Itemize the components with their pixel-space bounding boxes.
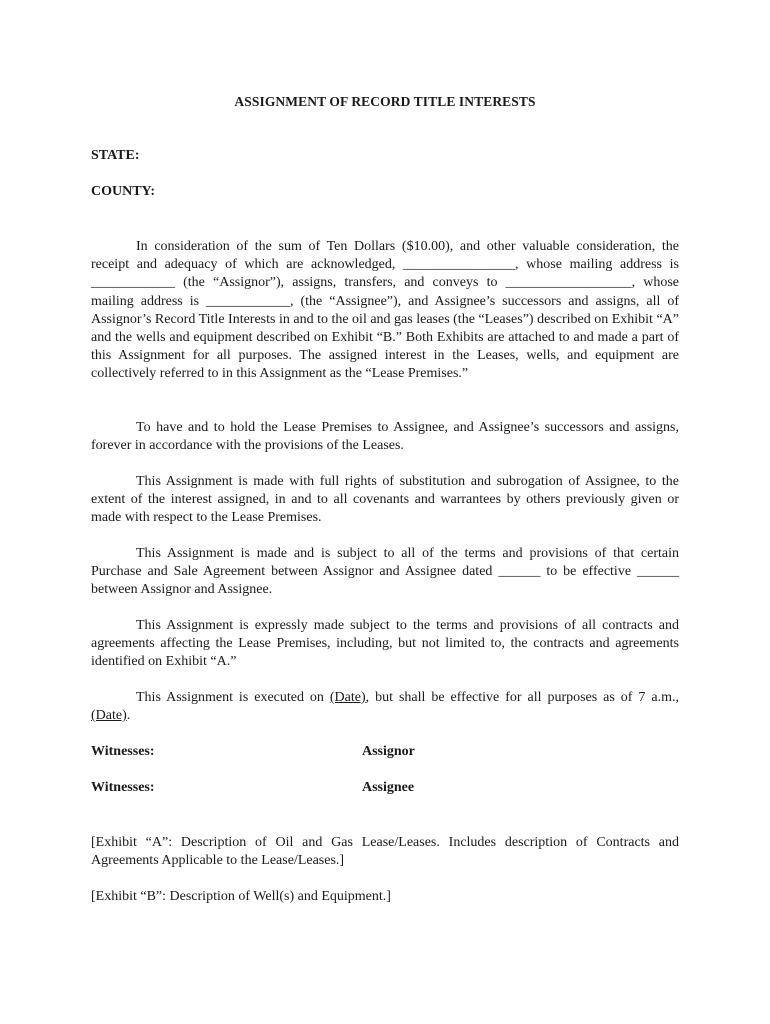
witnesses-label-assignee: Witnesses: — [91, 780, 155, 795]
consideration-paragraph — [91, 238, 679, 384]
county-label: COUNTY: — [91, 184, 156, 199]
contracts-text: This Assignment is expressly made subject to the terms and provisions of all contracts and agreements affecting the Lease Premises, including, but not limited to, the contracts and agreements identified on Exhibit “A.” — [91, 618, 679, 670]
effective-date-field: (Date) — [91, 708, 127, 724]
execution-text-start: This Assignment is executed on — [136, 690, 330, 705]
contracts-paragraph — [91, 617, 679, 672]
exhibit-a-note: [Exhibit “A”: Description of Oil and Gas Lease/Leases. Includes description of Contracts and Agreements Applicable to the Lease/Leases.] — [91, 835, 679, 869]
document-title: ASSIGNMENT OF RECORD TITLE INTERESTS — [234, 94, 536, 109]
state-label: STATE: — [91, 148, 140, 163]
consideration-text: In consideration of the sum of Ten Dollars ($10.00), and other valuable consideration, the receipt and adequacy of which are acknowledged, ________________, whose mailing address is ____________ (the “Assignor”), assigns, transfers, and conveys to __________________, whose mailing address is ____________, (the “Assignee”), and Assignee’s successors and assigns, all of Assignor’s Record Title Interests in and to the oil and gas leases (the “Leases”) described on Exhibit “A” and the wells and equipment described on Exhibit “B.” Both Exhibits are attached to and made a part of this Assignment for all purposes. The assigned interest in the Leases, wells, and equipment are collectively referred to in this Assignment as the “Lease Premises.” — [91, 239, 679, 382]
assignee-signature-label: Assignee — [362, 780, 415, 795]
purchase-agreement-paragraph — [91, 545, 679, 600]
exhibit-b-note: [Exhibit “B”: Description of Well(s) and Equipment.] — [91, 889, 391, 904]
execution-paragraph — [91, 689, 679, 725]
habendum-text: To have and to hold the Lease Premises to Assignee, and Assignee’s successors and assigns, forever in accordance with the provisions of the Leases. — [91, 420, 679, 454]
purchase-agreement-text: This Assignment is made and is subject to all of the terms and provisions of that certain Purchase and Sale Agreement between Assignor and Assignee dated ______ to be effective ______ between Assignor and Assignee. — [91, 546, 679, 598]
subrogation-text: This Assignment is made with full rights of substitution and subrogation of Assignee, to the extent of the interest assigned, in and to all covenants and warrantees by others previously given or made with respect to the Lease Premises. — [91, 474, 679, 526]
subrogation-paragraph — [91, 473, 679, 528]
execution-text-middle: , but shall be effective for all purposes as of 7 a.m., — [365, 690, 679, 705]
habendum-paragraph — [91, 419, 679, 455]
assignor-signature-label: Assignor — [362, 744, 415, 759]
execution-date-field: (Date) — [329, 690, 366, 705]
execution-text-end: . — [126, 708, 131, 724]
witnesses-label-assignor: Witnesses: — [91, 744, 155, 759]
